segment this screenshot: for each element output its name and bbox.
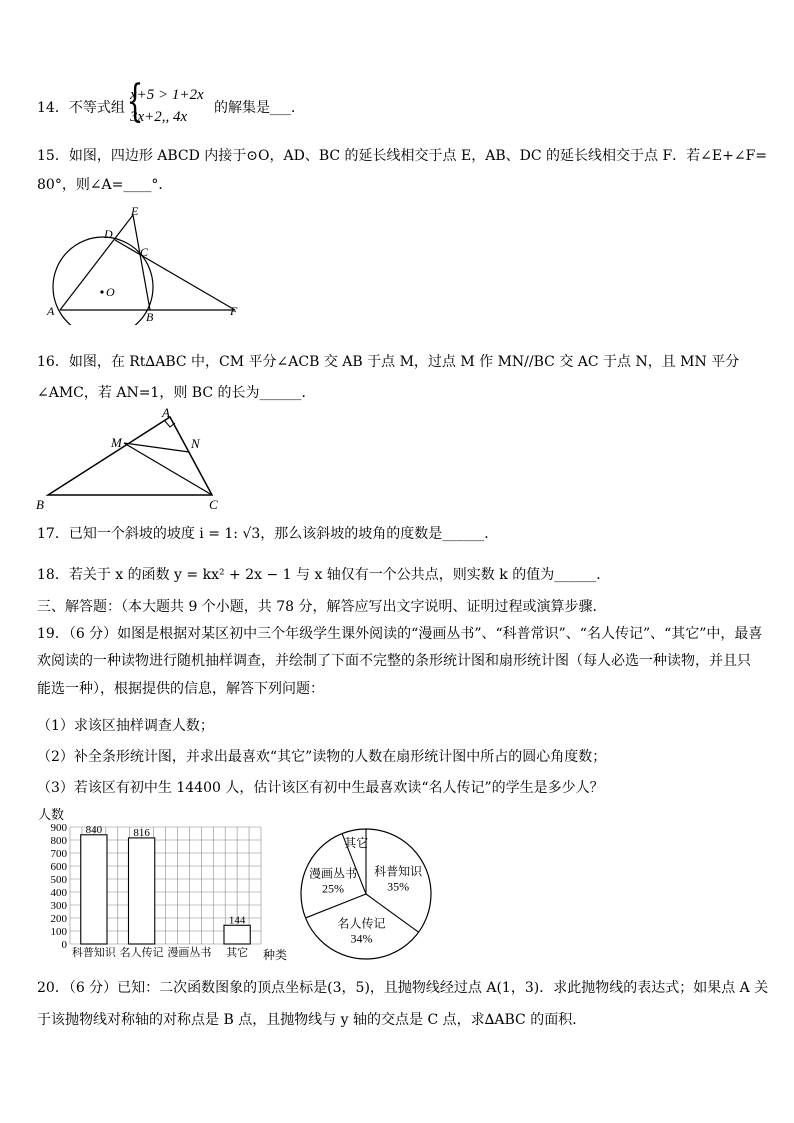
y-tick-label: 800 — [50, 835, 67, 847]
label-o: O — [106, 285, 115, 299]
section3-heading: 三、解答题：（本大题共 9 个小题，共 78 分，解答应写出文字说明、证明过程或演算步骤． — [37, 599, 607, 615]
q20-line2: 于该抛物线对称轴的对称点是 B 点，且抛物线与 y 轴的交点是 C 点，求∆ABC 的面积． — [37, 1012, 587, 1028]
label-f: F — [230, 304, 238, 318]
q15-figure — [40, 200, 250, 325]
x-tick-label: 漫画丛书 — [167, 947, 212, 959]
label-c: C — [140, 245, 149, 259]
bar — [224, 925, 250, 944]
q15-line2: 80°，则∠A=____°． — [37, 177, 173, 193]
inequality-2: 3x+2,, 4x — [130, 109, 188, 125]
pie-slice-percent: 35% — [387, 879, 410, 894]
q17-text: 17．已知一个斜坡的坡度 i = 1: √3，那么该斜坡的坡角的度数是______． — [37, 526, 499, 542]
pie-slice-percent: 34% — [350, 931, 373, 946]
x-tick-label: 其它 — [226, 947, 249, 959]
x-tick-label: 名人传记 — [119, 947, 164, 959]
y-tick-label: 600 — [50, 861, 67, 873]
y-tick-label: 200 — [50, 913, 67, 925]
q20-line1: 20．（6 分）已知：二次函数图象的顶点坐标是(3，5)，且抛物线经过点 A(1，3)．求此抛物线的表达式；如果点 A 关 — [37, 980, 769, 996]
q15-line1: 15．如图，四边形 ABCD 内接于⊙O，AD、BC 的延长线相交于点 E，AB、DC 的延长线相交于点 F．若∠E+∠F= — [37, 148, 768, 164]
q19-line2: 欢阅读的一种读物进行随机抽样调查，并绘制了下面不完整的条形统计图和扇形统计图（每人必选一种读物，并且只 — [37, 653, 751, 669]
y-tick-label: 500 — [50, 874, 67, 886]
pie-slice-label: 漫画丛书 — [308, 866, 357, 881]
label-n: N — [191, 436, 200, 451]
label-d: D — [104, 227, 113, 241]
label-a: A — [47, 304, 55, 318]
q14-prefix: 14．不等式组 — [37, 100, 125, 116]
right-angle-mark — [165, 421, 175, 427]
q16-line1: 16．如图，在 Rt∆ABC 中，CM 平分∠ACB 交 AB 于点 M，过点 M 作 MN//BC 交 AC 于点 N，且 MN 平分 — [37, 354, 740, 370]
pie-chart — [295, 820, 445, 965]
q19-sub2: （2）补全条形统计图，并求出最喜欢“其它”读物的人数在扇形统计图中所占的圆心角度数； — [37, 749, 607, 765]
q14-suffix: 的解集是___． — [214, 100, 305, 116]
y-tick-label: 100 — [50, 926, 67, 938]
inequality-system — [130, 84, 204, 128]
q16-line2: ∠AMC，若 AN=1，则 BC 的长为______． — [37, 385, 316, 401]
label-b: B — [146, 310, 154, 324]
center-dot — [100, 290, 103, 293]
bar-data-label: 144 — [228, 914, 246, 927]
q19-line1: 19．（6 分）如图是根据对某区初中三个年级学生课外阅读的“漫画丛书”、“科普常识”、“名人传记”、“其它”中，最喜 — [37, 626, 763, 642]
bar-data-label: 840 — [85, 823, 103, 836]
q19-sub3: （3）若该区有初中生 14400 人，估计该区有初中生最喜欢读“名人传记”的学生是多少人？ — [37, 780, 604, 796]
segment-mn — [124, 443, 189, 452]
label-e: E — [131, 204, 139, 218]
circle-o — [53, 237, 153, 325]
label-c: C — [209, 497, 218, 512]
label-b: B — [36, 497, 44, 512]
line-df — [115, 240, 235, 310]
pie-slice-label: 科普知识 — [374, 864, 423, 879]
left-brace-icon: { — [126, 76, 144, 127]
pie-slice-percent: 25% — [321, 881, 344, 896]
y-tick-label: 300 — [50, 900, 67, 912]
y-tick-label: 0 — [61, 939, 67, 951]
bar — [128, 838, 154, 944]
y-tick-label: 900 — [50, 822, 67, 834]
bar — [81, 835, 107, 944]
line-ae — [60, 215, 133, 310]
label-a: A — [162, 405, 170, 420]
q19-line3: 能选一种），根据提供的信息，解答下列问题： — [37, 681, 324, 697]
q16-figure — [34, 405, 234, 513]
bar-chart — [36, 805, 298, 965]
y-tick-label: 700 — [50, 848, 67, 860]
x-tick-label: 科普知识 — [71, 947, 116, 959]
bar-data-label: 816 — [133, 826, 150, 839]
x-axis-label: 种类 — [263, 948, 288, 962]
q19-sub1: （1）求该区抽样调查人数； — [37, 718, 214, 734]
triangle-abc — [48, 417, 212, 495]
pie-slice-label: 名人传记 — [337, 916, 386, 931]
pie-slice-label: 其它 — [344, 835, 369, 850]
y-axis-label: 人数 — [38, 807, 65, 822]
line-be — [133, 215, 150, 310]
y-tick-label: 400 — [50, 887, 67, 899]
label-m: M — [111, 435, 122, 450]
inequality-1: x+5 > 1+2x — [130, 87, 204, 103]
q18-text: 18．若关于 x 的函数 y = kx² + 2x − 1 与 x 轴仅有一个公共点，则实数 k 的值为______． — [37, 567, 611, 583]
